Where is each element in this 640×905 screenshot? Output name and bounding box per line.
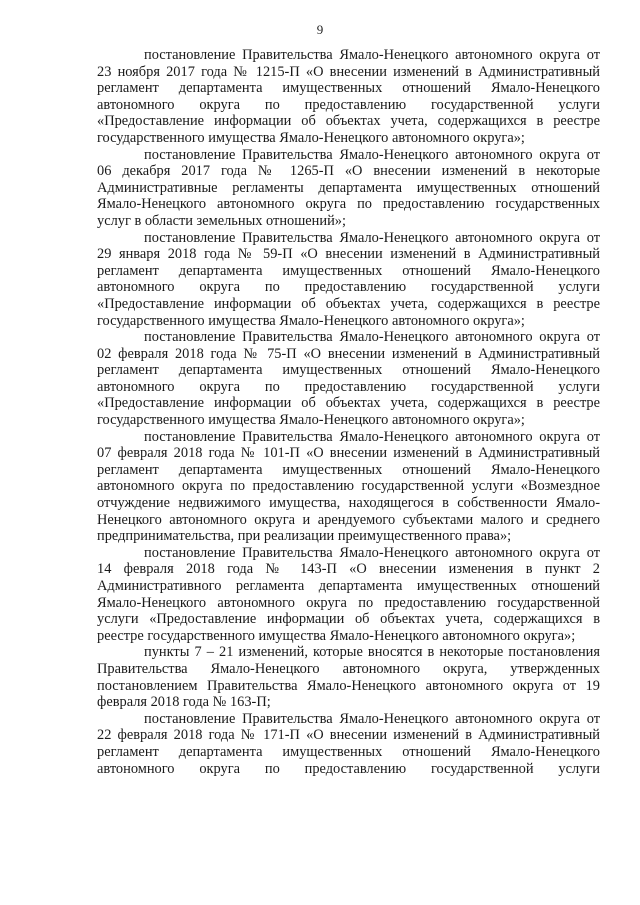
document-body — [97, 47, 600, 777]
page-number: 9 — [316, 22, 324, 37]
paragraph-7: пункты 7 – 21 изменений, которые вносятся в некоторые постановления Правительства Ямало-Ненецкого автономного округа, утвержденных постановлением Правительства Ямало-Ненецкого автономного округа от 19 февраля 2018 года № 163-П; — [97, 644, 600, 711]
paragraph-2: постановление Правительства Ямало-Ненецкого автономного округа от 06 декабря 2017 года № 1265-П «О внесении изменений в некоторые Административные регламенты департамента имущественных отношений Ямало-Ненецкого автономного округа по предоставлению государственных услуг в области земельных отношений»; — [97, 146, 600, 229]
paragraph-8: постановление Правительства Ямало-Ненецкого автономного округа от 22 февраля 2018 года № 171-П «О внесении изменений в Административный регламент департамента имущественных отношений Ямало-Ненецкого автономного округа по предоставлению государственной услуги — [97, 710, 600, 777]
paragraph-5: постановление Правительства Ямало-Ненецкого автономного округа от 07 февраля 2018 года № 101-П «О внесении изменений в Административный регламент департамента имущественных отношений Ямало-Ненецкого автономного округа по предоставлению государственной услуги «Возмездное отчуждение недвижимого имущества, находящегося в собственности Ямало-Ненецкого автономного округа и арендуемого субъектами малого и среднего предпринимательства, при реализации преимущественного права»; — [97, 428, 600, 545]
paragraph-3: постановление Правительства Ямало-Ненецкого автономного округа от 29 января 2018 года № 59-П «О внесении изменений в Административный регламент департамента имущественных отношений Ямало-Ненецкого автономного округа по предоставлению государственной услуги «Предоставление информации об объектах учета, содержащихся в реестре государственного имущества Ямало-Ненецкого автономного округа»; — [97, 229, 600, 329]
paragraph-4: постановление Правительства Ямало-Ненецкого автономного округа от 02 февраля 2018 года № 75-П «О внесении изменений в Административный регламент департамента имущественных отношений Ямало-Ненецкого автономного округа по предоставлению государственной услуги «Предоставление информации об объектах учета, содержащихся в реестре государственного имущества Ямало-Ненецкого автономного округа»; — [97, 329, 600, 429]
paragraph-1: постановление Правительства Ямало-Ненецкого автономного округа от 23 ноября 2017 года № 1215-П «О внесении изменений в Административный регламент департамента имущественных отношений Ямало-Ненецкого автономного округа по предоставлению государственной услуги «Предоставление информации об объектах учета, содержащихся в реестре государственного имущества Ямало-Ненецкого автономного округа»; — [97, 47, 600, 146]
paragraph-6: постановление Правительства Ямало-Ненецкого автономного округа от 14 февраля 2018 года № 143-П «О внесении изменения в пункт 2 Административного регламента департамента имущественных отношений Ямало-Ненецкого автономного округа по предоставлению государственной услуги «Предоставление информации об объектах учета, содержащихся в реестре государственного имущества Ямало-Ненецкого автономного округа»; — [97, 544, 600, 644]
